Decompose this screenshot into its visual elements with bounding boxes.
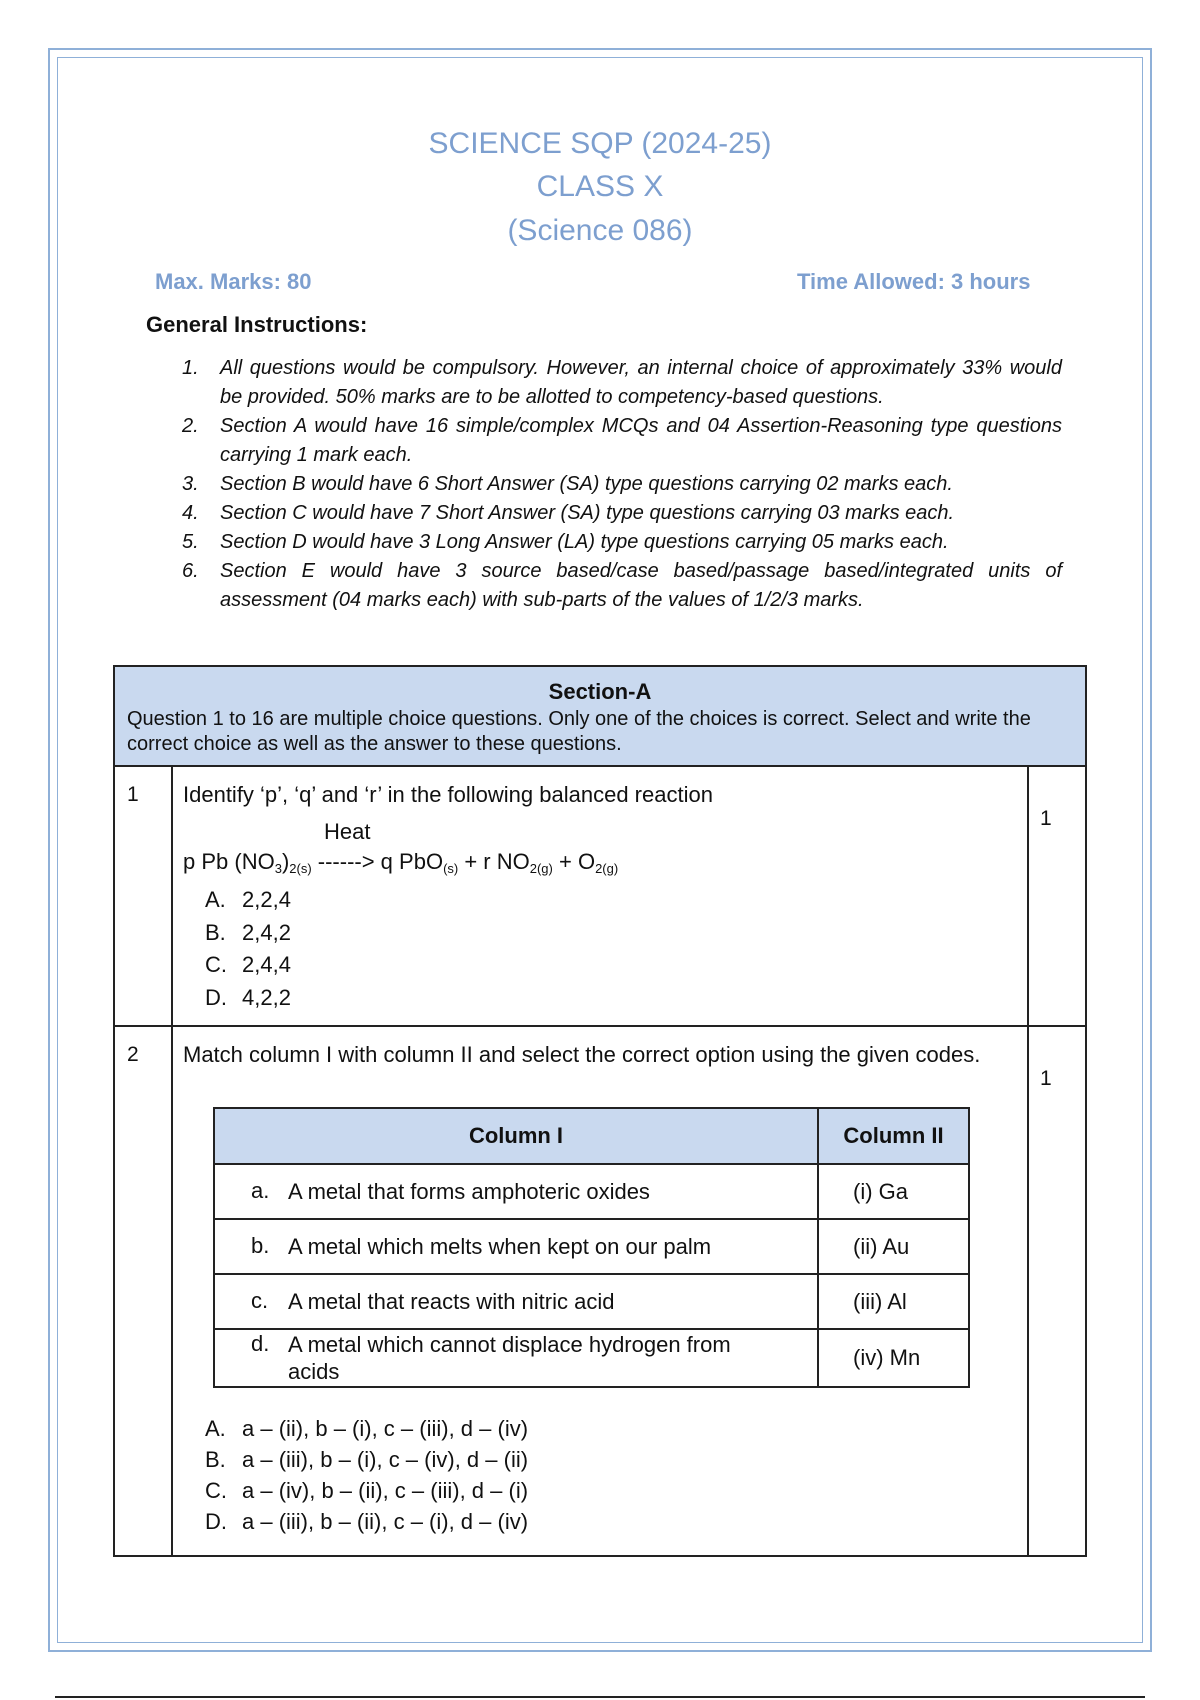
paper-title: SCIENCE SQP (2024-25): [428, 127, 772, 160]
option-item: [205, 1444, 528, 1475]
instruction-text: Section D would have 3 Long Answer (LA) type questions carrying 05 marks each.: [220, 531, 949, 553]
table-cell: (iii) Al: [818, 1274, 969, 1329]
row-text: A metal which melts when kept on our palm: [288, 1234, 712, 1259]
option-item: [205, 917, 291, 950]
option-label: B.: [205, 919, 226, 945]
reaction-condition: Heat: [324, 819, 371, 844]
option-item: [205, 982, 291, 1015]
table-cell: (ii) Au: [818, 1219, 969, 1274]
instruction-item: [182, 499, 1062, 528]
option-text: 2,4,4: [242, 952, 291, 977]
instruction-number: 5.: [182, 531, 199, 553]
question-number: 2: [127, 1043, 139, 1066]
instruction-number: 3.: [182, 473, 199, 495]
question-2: [113, 1025, 1087, 1557]
table-row: [214, 1219, 969, 1274]
option-label: A.: [205, 887, 226, 912]
table-row: [214, 1274, 969, 1329]
state-symbol: 2(s): [289, 861, 312, 876]
instructions-list: [182, 354, 1062, 615]
instruction-number: 4.: [182, 502, 199, 524]
column-header: Column II: [818, 1108, 969, 1164]
table-cell: (iv) Mn: [818, 1329, 969, 1387]
option-label: A.: [205, 1416, 226, 1441]
state-symbol: 2(g): [529, 861, 553, 876]
option-text: 2,2,4: [242, 887, 291, 912]
option-label: C.: [205, 952, 227, 977]
product: + O: [552, 849, 596, 874]
column-divider: [1027, 1027, 1029, 1555]
column-header: Column I: [214, 1108, 818, 1164]
option-text: 4,2,2: [242, 984, 291, 1010]
question-marks: 1: [1040, 1067, 1052, 1090]
column-divider: [171, 1027, 173, 1555]
section-a-description: Question 1 to 16 are multiple choice questions. Only one of the choices is correct. Select and write the correct choice as well as the answer to these questions.: [127, 708, 1031, 755]
instruction-item: [182, 354, 1062, 412]
product: ------> q PbO: [311, 849, 444, 874]
table-cell: [214, 1219, 818, 1274]
chemical-equation: [183, 849, 618, 876]
state-symbol: (s): [443, 861, 459, 876]
general-instructions-heading: General Instructions:: [146, 312, 368, 337]
options-list: [205, 1413, 528, 1537]
instruction-item: [182, 557, 1062, 615]
table-cell: (i) Ga: [818, 1164, 969, 1219]
row-label: a.: [251, 1178, 270, 1203]
column-divider: [1027, 767, 1029, 1025]
question-stem: Identify ‘p’, ‘q’ and ‘r’ in the following balanced reaction: [183, 782, 713, 807]
instruction-text: All questions would be compulsory. However, an internal choice of approximately 33% would be provided. 50% marks are to be allotted to competency-based questions.: [220, 357, 1062, 408]
option-item: [205, 884, 291, 917]
section-a-title: Section-A: [548, 679, 652, 704]
option-text: a – (ii), b – (i), c – (iii), d – (iv): [242, 1416, 529, 1441]
question-1: [113, 765, 1087, 1027]
reactant: p Pb (NO: [183, 849, 275, 874]
class-title: CLASS X: [536, 170, 664, 203]
instruction-number: 2.: [182, 415, 199, 437]
match-table: [213, 1107, 970, 1388]
row-text: A metal that reacts with nitric acid: [288, 1289, 615, 1314]
option-text: a – (iii), b – (i), c – (iv), d – (ii): [242, 1447, 529, 1472]
section-a-header: [113, 665, 1087, 767]
subscript: 3: [274, 861, 282, 876]
option-item: [205, 1506, 528, 1537]
option-text: 2,4,2: [242, 919, 291, 945]
instruction-text: Section A would have 16 simple/complex MCQs and 04 Assertion-Reasoning type questions carrying 1 mark each.: [220, 415, 1062, 466]
option-item: [205, 1413, 528, 1444]
footer-rule: [55, 1696, 1145, 1698]
instruction-number: 6.: [182, 560, 199, 582]
table-cell: [214, 1164, 818, 1219]
row-text: A metal which cannot displace hydrogen from acids: [288, 1332, 731, 1384]
instruction-item: [182, 528, 1062, 557]
column-divider: [171, 767, 173, 1025]
row-label: b.: [251, 1233, 270, 1258]
bracket: ): [281, 849, 290, 874]
max-marks: Max. Marks: 80: [155, 269, 312, 294]
question-number: 1: [127, 783, 139, 806]
table-cell: [214, 1274, 818, 1329]
option-item: [205, 949, 291, 982]
state-symbol: 2(g): [595, 861, 619, 876]
table-cell: [214, 1329, 818, 1387]
options-list: [205, 884, 291, 1014]
product: + r NO: [458, 849, 530, 874]
subject-code-title: (Science 086): [507, 214, 693, 247]
question-stem: Match column I with column II and select the correct option using the given codes.: [183, 1042, 981, 1067]
option-item: [205, 1475, 528, 1506]
row-text: A metal that forms amphoteric oxides: [288, 1179, 650, 1204]
instruction-text: Section E would have 3 source based/case based/passage based/integrated units of assessment (04 marks each) with sub-parts of the values of 1/2/3 marks.: [220, 560, 1062, 611]
instruction-item: [182, 470, 1062, 499]
row-label: c.: [251, 1288, 269, 1313]
option-label: B.: [205, 1447, 226, 1472]
option-label: D.: [205, 1509, 227, 1534]
question-marks: 1: [1040, 807, 1052, 830]
option-label: C.: [205, 1478, 227, 1503]
instruction-item: [182, 412, 1062, 470]
table-row: [214, 1164, 969, 1219]
instruction-text: Section C would have 7 Short Answer (SA) type questions carrying 03 marks each.: [220, 502, 955, 524]
table-header-row: [214, 1108, 969, 1164]
option-label: D.: [205, 984, 227, 1010]
instruction-number: 1.: [182, 357, 199, 379]
table-row: [214, 1329, 969, 1387]
instruction-text: Section B would have 6 Short Answer (SA) type questions carrying 02 marks each.: [220, 473, 953, 495]
row-label: d.: [251, 1331, 270, 1356]
time-allowed: Time Allowed: 3 hours: [797, 269, 1031, 294]
option-text: a – (iv), b – (ii), c – (iii), d – (i): [242, 1478, 529, 1503]
option-text: a – (iii), b – (ii), c – (i), d – (iv): [242, 1509, 529, 1534]
